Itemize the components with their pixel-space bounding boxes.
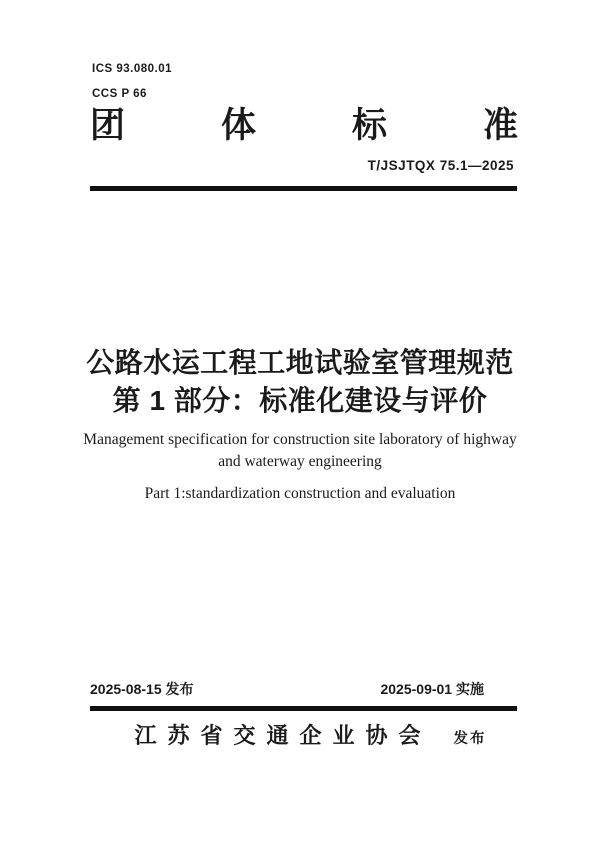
footer-divider-rule bbox=[90, 706, 517, 711]
standard-number: T/JSJTQX 75.1—2025 bbox=[367, 158, 514, 173]
issue-date: 2025-08-15 发布 bbox=[90, 681, 194, 697]
publish-label: 发布 bbox=[453, 731, 487, 747]
title-block bbox=[0, 344, 600, 503]
ccs-code: CCS P 66 bbox=[92, 88, 147, 100]
header-divider-rule bbox=[90, 186, 517, 191]
main-title-line2: 第 1 部分：标准化建设与评价 bbox=[112, 385, 488, 416]
english-part-subtitle: Part 1:standardization construction and evaluation bbox=[144, 485, 456, 502]
ics-code: ICS 93.080.01 bbox=[92, 63, 173, 75]
english-title: Management specification for construction site laboratory of highway and waterway engineering bbox=[83, 431, 517, 470]
publisher-row bbox=[90, 719, 517, 750]
publisher-name: 江苏省交通企业协会 bbox=[134, 723, 432, 748]
dates-row bbox=[90, 679, 517, 699]
implementation-date: 2025-09-01 实施 bbox=[380, 681, 484, 697]
main-title-line1: 公路水运工程工地试验室管理规范 bbox=[86, 347, 514, 378]
document-type-heading: 团体标准 bbox=[90, 106, 518, 145]
